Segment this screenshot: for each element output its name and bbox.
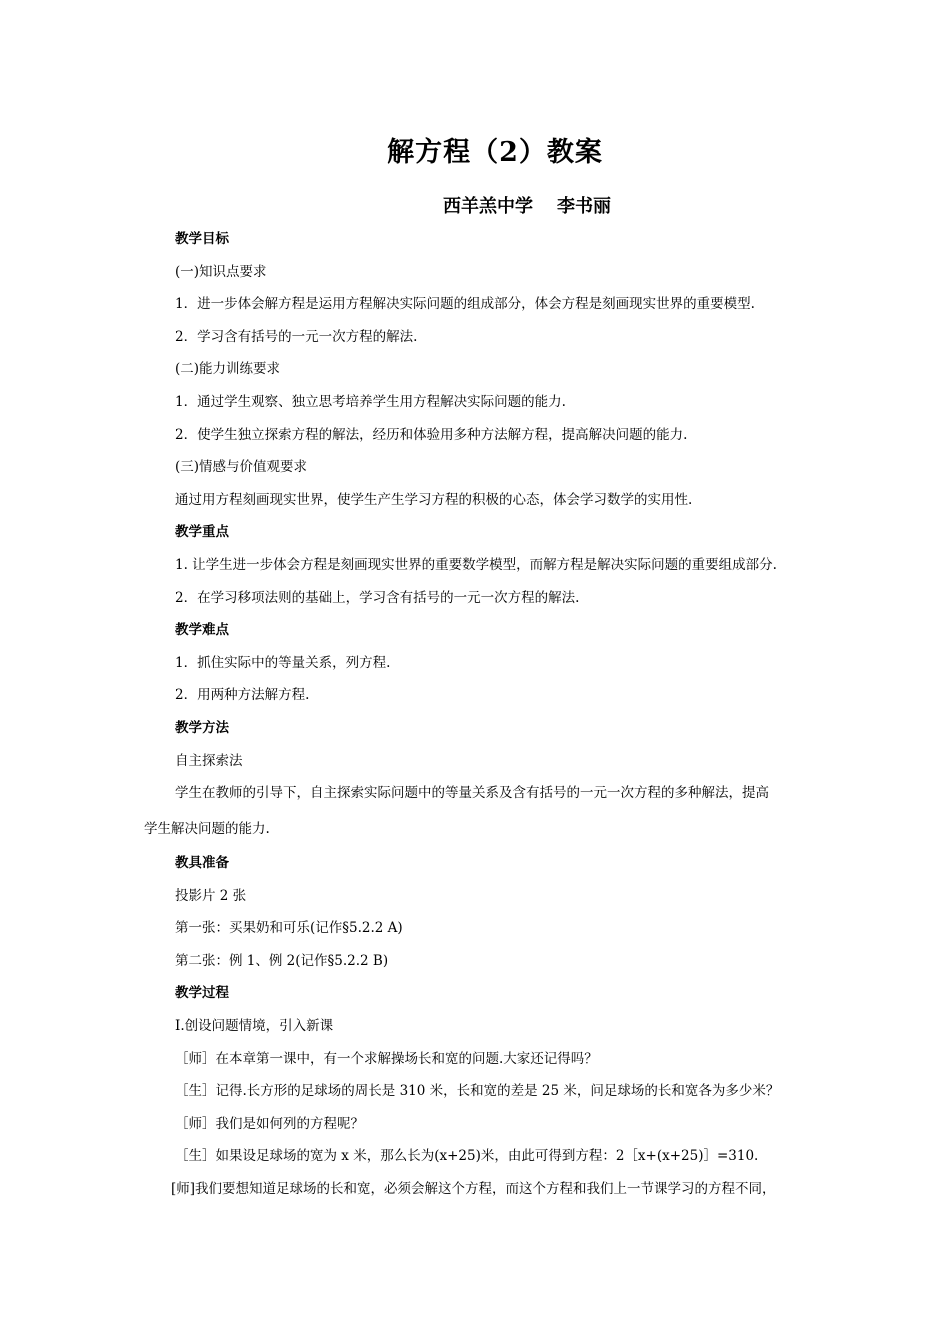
school-name: 西羊羔中学 — [443, 196, 533, 217]
paragraph-line: Ⅰ.创设问题情境，引入新课 — [175, 1018, 334, 1035]
author-line — [0, 192, 950, 218]
paragraph-line: 2．在学习移项法则的基础上，学习含有括号的一元一次方程的解法. — [175, 589, 580, 606]
paragraph-line: 第二张：例 1、例 2(记作§5.2.2 B) — [175, 952, 389, 969]
paragraph-line: ［师］我们是如何列的方程呢？ — [175, 1115, 364, 1132]
paragraph-line: 自主探索法 — [175, 752, 243, 769]
paragraph-line: 1．通过学生观察、独立思考培养学生用方程解决实际问题的能力. — [175, 393, 566, 410]
author-name: 李书丽 — [557, 196, 611, 217]
paragraph-line: 投影片 2 张 — [175, 887, 247, 904]
section-heading: 教学方法 — [175, 719, 229, 736]
paragraph-line: 2．用两种方法解方程. — [175, 687, 310, 704]
paragraph-line: 1．进一步体会解方程是运用方程解决实际问题的组成部分，体会方程是刻画现实世界的重要模型. — [175, 296, 755, 313]
paragraph-line: 1．抓住实际中的等量关系，列方程. — [175, 654, 391, 671]
paragraph-line: (一)知识点要求 — [175, 263, 267, 280]
paragraph-line: [师]我们要想知道足球场的长和宽，必须会解这个方程，而这个方程和我们上一节课学习的方程不同， — [171, 1181, 776, 1198]
paragraph-line: ［生］如果设足球场的宽为 x 米，那么长为(x+25)米，由此可得到方程：2［x+(x+25)］=310. — [175, 1148, 759, 1165]
method-paragraph-line-2: 学生解决问题的能力. — [144, 821, 270, 838]
paragraph-line: 第一张：买果奶和可乐(记作§5.2.2 A) — [175, 920, 403, 937]
paragraph-line: (二)能力训练要求 — [175, 361, 281, 378]
paragraph-line: (三)情感与价值观要求 — [175, 459, 308, 476]
section-heading: 教学过程 — [175, 985, 229, 1002]
section-heading: 教具准备 — [175, 855, 229, 872]
section-heading: 教学重点 — [175, 524, 229, 541]
section-heading: 教学目标 — [175, 231, 229, 247]
paragraph-line: 2．使学生独立探索方程的解法，经历和体验用多种方法解方程，提高解决问题的能力. — [175, 426, 688, 443]
paragraph-line: ［师］在本章第一课中，有一个求解操场长和宽的问题.大家还记得吗？ — [175, 1050, 598, 1067]
section-heading: 教学难点 — [175, 622, 229, 639]
document-title: 解方程（2）教案 — [387, 137, 603, 168]
paragraph-line: ［生］记得.长方形的足球场的周长是 310 米，长和宽的差是 25 米，问足球场的长和宽各为多少米？ — [175, 1083, 780, 1100]
document-body — [144, 229, 815, 1212]
paragraph-line: 1. 让学生进一步体会方程是刻画现实世界的重要数学模型，而解方程是解决实际问题的重要组成部分. — [175, 556, 777, 573]
method-paragraph-line-1: 学生在教师的引导下，自主探索实际问题中的等量关系及含有括号的一元一次方程的多种解法，提高 — [175, 785, 769, 802]
paragraph-line: 2．学习含有括号的一元一次方程的解法. — [175, 328, 418, 345]
paragraph-line: 通过用方程刻画现实世界，使学生产生学习方程的积极的心态，体会学习数学的实用性. — [175, 491, 693, 508]
